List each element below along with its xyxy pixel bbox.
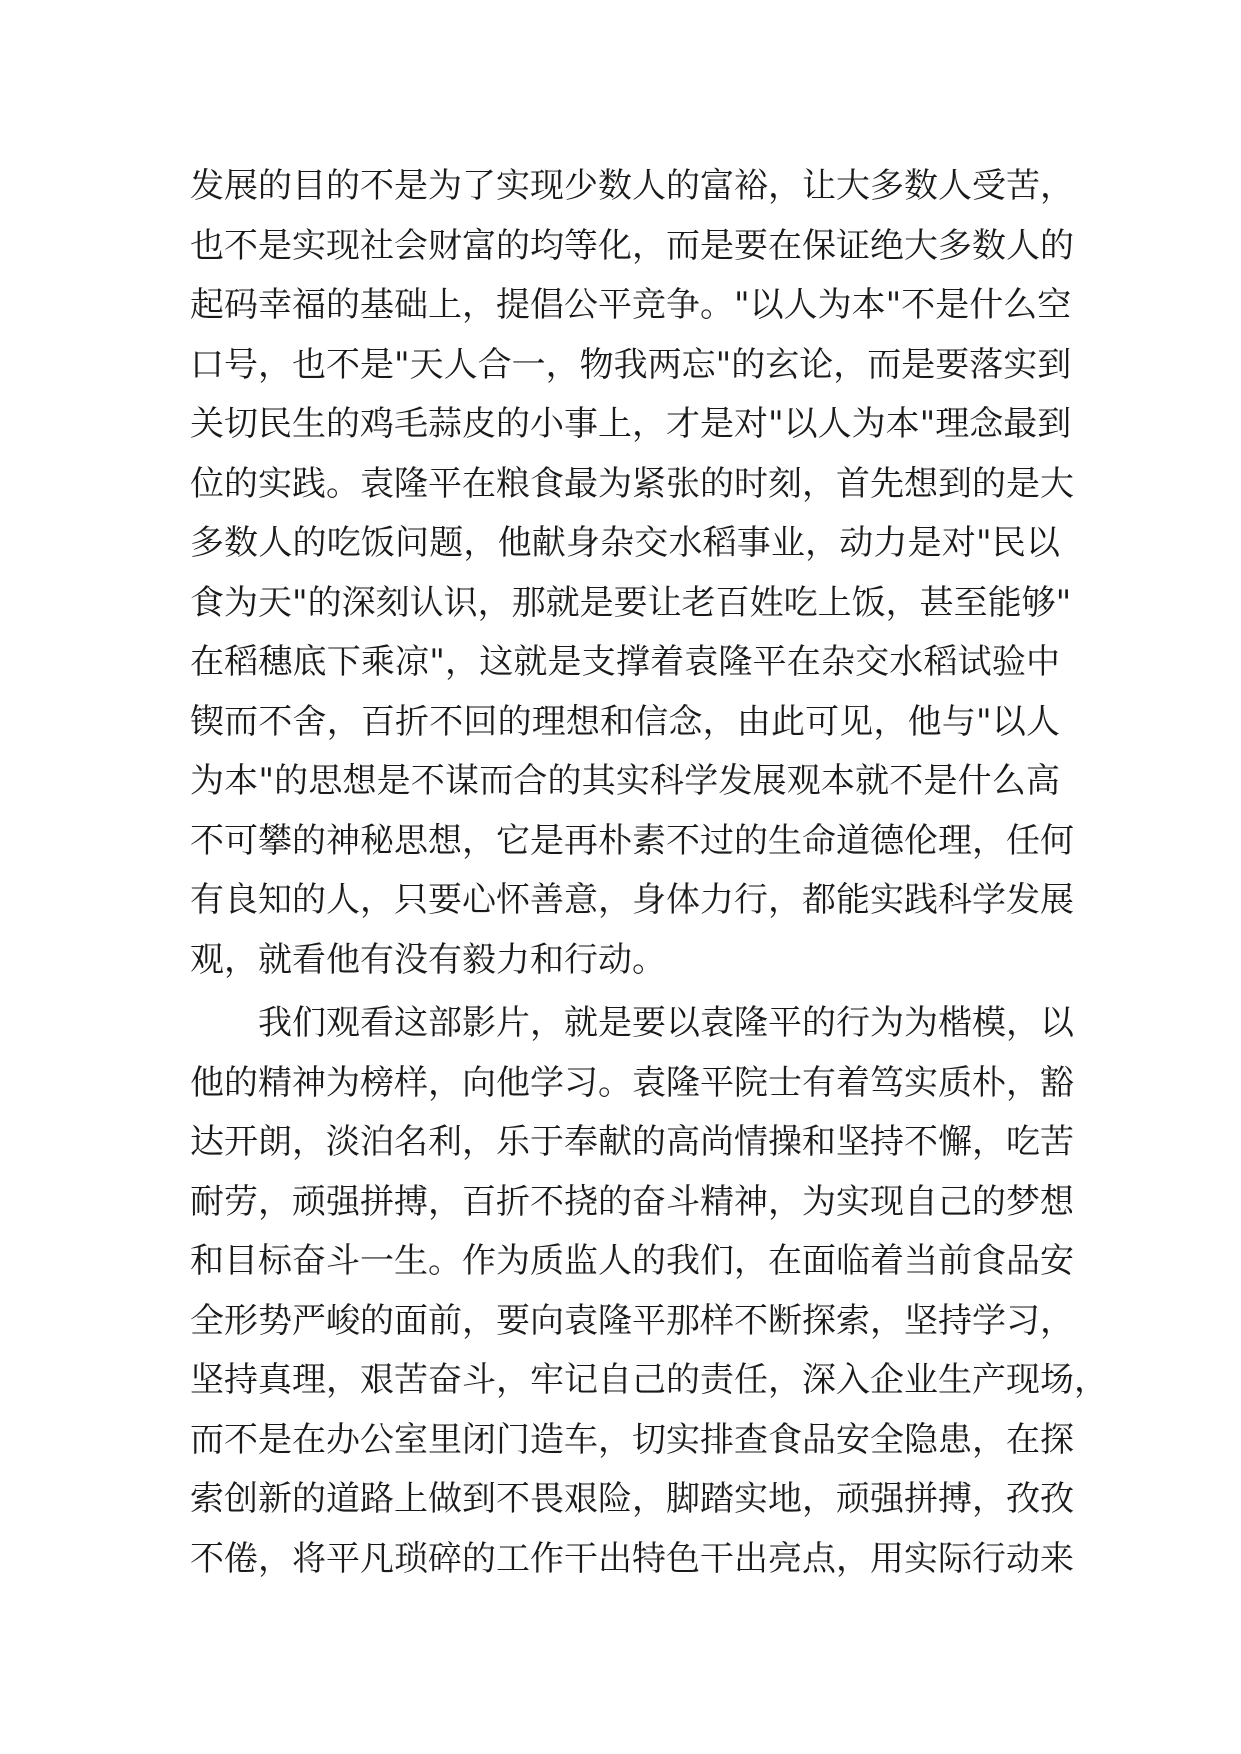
text-line: 位的实践。袁隆平在粮食最为紧张的时刻，首先想到的是大 [190,463,1074,504]
text-line: 起码幸福的基础上，提倡公平竞争。"以人为本"不是什么空 [190,285,1072,325]
text-line: 达开朗，淡泊名利，乐于奉献的高尚情操和坚持不懈，吃苦 [190,1122,1074,1162]
text-line: 关切民生的鸡毛蒜皮的小事上，才是对"以人为本"理念最到 [190,404,1072,444]
text-line: 锲而不舍，百折不回的理想和信念，由此可见，他与"以人 [190,701,1060,742]
text-line: 全形势严峻的面前，要向袁隆平那样不断探索，坚持学习， [190,1300,1074,1341]
text-line: 不可攀的神秘思想，它是再朴素不过的生命道德伦理，任何 [190,820,1074,861]
text-line: 而不是在办公室里闭门造车，切实排查食品安全隐患，在探 [190,1419,1074,1460]
text-line: 也不是实现社会财富的均等化，而是要在保证绝大多数人的 [190,225,1074,266]
text-line: 食为天"的深刻认识，那就是要让老百姓吃上饭，甚至能够" [190,582,1072,623]
paragraph-2 [190,994,1108,1589]
text-line: 口号，也不是"天人合一，物我两忘"的玄论，而是要落实到 [190,344,1072,385]
text-line: 我们观看这部影片，就是要以袁隆平的行为为楷模，以 [258,1003,1074,1043]
body-text [190,157,1108,1589]
text-line: 不倦，将平凡琐碎的工作干出特色干出亮点，用实际行动来 [190,1538,1074,1579]
text-line: 索创新的道路上做到不畏艰险，脚踏实地，顽强拼搏，孜孜 [190,1479,1074,1519]
text-line: 为本"的思想是不谋而合的其实科学发展观本就不是什么高 [190,761,1060,801]
text-line: 有良知的人，只要心怀善意，身体力行，都能实践科学发展 [190,880,1074,920]
text-line: 他的精神为榜样，向他学习。袁隆平院士有着笃实质朴，豁 [190,1062,1074,1103]
text-line: 在稻穗底下乘凉"，这就是支撑着袁隆平在杂交水稻试验中 [190,642,1060,682]
text-line: 观，就看他有没有毅力和行动。 [190,939,666,980]
text-line: 坚持真理，艰苦奋斗，牢记自己的责任，深入企业生产现场， [190,1360,1108,1400]
text-line: 多数人的吃饭问题，他献身杂交水稻事业，动力是对"民以 [190,523,1060,563]
text-line: 发展的目的不是为了实现少数人的富裕，让大多数人受苦， [190,166,1074,206]
paragraph-1 [190,157,1074,990]
text-line: 和目标奋斗一生。作为质监人的我们，在面临着当前食品安 [190,1241,1074,1281]
text-line: 耐劳，顽强拼搏，百折不挠的奋斗精神，为实现自己的梦想 [190,1181,1074,1222]
